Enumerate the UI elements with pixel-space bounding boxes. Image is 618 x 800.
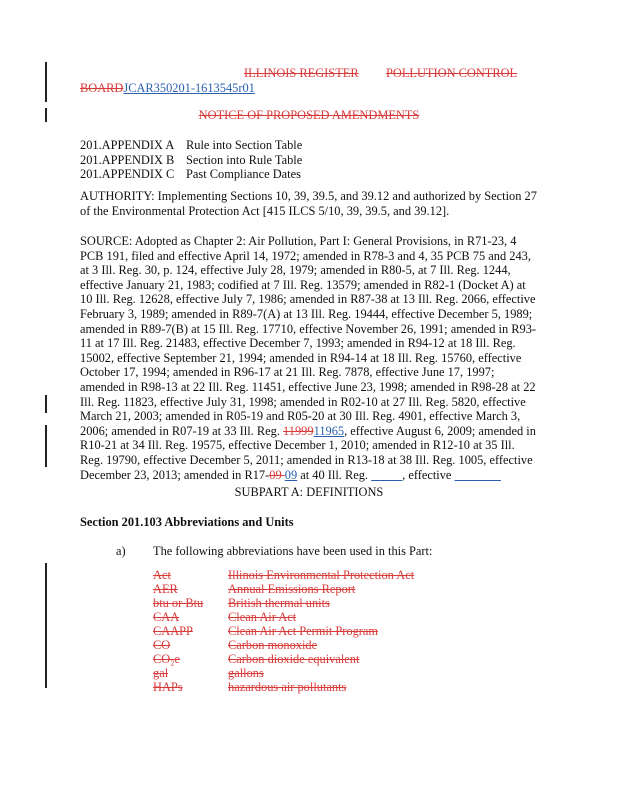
notice-title-row: [0, 108, 618, 123]
change-bar: [45, 395, 47, 413]
change-bar: [45, 62, 47, 102]
blank-register-page: [371, 468, 402, 482]
board-header-line: BOARDJCAR350201-1613545r01: [80, 81, 255, 95]
appendix-item: 201.APPENDIX B Section into Rule Table: [80, 152, 303, 167]
abbreviation-table: Act Illinois Environmental Protection Act AER Annual Emissions Report btu or Btu British thermal units CAA Clean Air Act CAAPP Clean Air Act Permit Program CO Carbon monoxide CO₂e Carbon dioxide equivalent gal gallons HAPs hazardous air pollutants: [153, 568, 415, 694]
item-text: The following abbreviations have been used in this Part:: [153, 544, 433, 558]
appendix-item: 201.APPENDIX C Past Compliance Dates: [80, 167, 301, 182]
register-header: [244, 66, 359, 81]
blank-effective-date: [455, 468, 501, 482]
item-label: a): [116, 544, 126, 558]
change-bar: [45, 425, 47, 467]
section-title: Section 201.103 Abbreviations and Units: [80, 515, 294, 529]
docket-number: JCAR350201-1613545r01: [123, 81, 255, 95]
authority-paragraph: AUTHORITY: Implementing Sections 10, 39, 39.5, and 39.12 and authorized by Section 27 of the Environmental Protection Act [415 ILCS 5/10, 39, 39.5, and 39.12].: [80, 189, 537, 218]
board-header-part1: POLLUTION CONTROL: [386, 66, 518, 80]
notice-title: NOTICE OF PROPOSED AMENDMENTS: [198, 108, 420, 122]
register-title: ILLINOIS REGISTER: [244, 66, 359, 80]
appendix-item: 201.APPENDIX A Rule into Section Table: [80, 138, 303, 152]
appendix-list: [80, 138, 540, 182]
source-paragraph: SOURCE: Adopted as Chapter 2: Air Pollution, Part I: General Provisions, in R71-23, 4 PCB 191, filed and effective April 14, 1972; amended in R78-3 and 4, 35 PCB 75 and 243, at 3 Ill. Reg. 30, p. 124, effective July 28, 1979; amended in R80-5, at 7 Ill. Reg. 1244, effective January 21, 1983; codified at 7 Ill. Reg. 13579; amended in R82-1 (Docket A) at 10 Ill. Reg. 12628, effective July 7, 1986; amended in R87-38 at 13 Ill. Reg. 2066, effective February 3, 1989; amended in R89-7(A) at 13 Ill. Reg. 19444, effective December 5, 1989; amended in R89-7(B) at 15 Ill. Reg. 17710, effective November 26, 1991; amended in R93-11 at 17 Ill. Reg. 21483, effective December 7, 1993; amended in R94-12 at 18 Ill. Reg. 15002, effective September 21, 1994; amended in R94-14 at 18 Ill. Reg. 15760, effective October 17, 1994; amended in R96-17 at 21 Ill. Reg. 7878, effective June 17, 1997; amended in R98-13 at 22 Ill. Reg. 11451, effective June 23, 1998; amended in R98-28 at 22 Ill. Reg. 11823, effective July 31, 1998; amended in R02-10 at 27 Ill. Reg. 5820, effective March 21, 2003; amended in R05-19 and R05-20 at 30 Ill. Reg. 4901, effective March 3, 2006; amended in R07-19 at 33 Ill. Reg. 1199911965, effective August 6, 2009; amended in R10-21 at 34 Ill. Reg. 19575, effective December 1, 2010; amended in R12-10 at 35 Ill. Reg. 19790, effective December 5, 2011; amended in R13-18 at 38 Ill. Reg. 1005, effective December 23, 2013; amended in R17-09 09 at 40 Ill. Reg. , effective: [80, 234, 537, 482]
subpart-heading: SUBPART A: DEFINITIONS: [234, 485, 384, 499]
change-bar: [45, 563, 47, 688]
